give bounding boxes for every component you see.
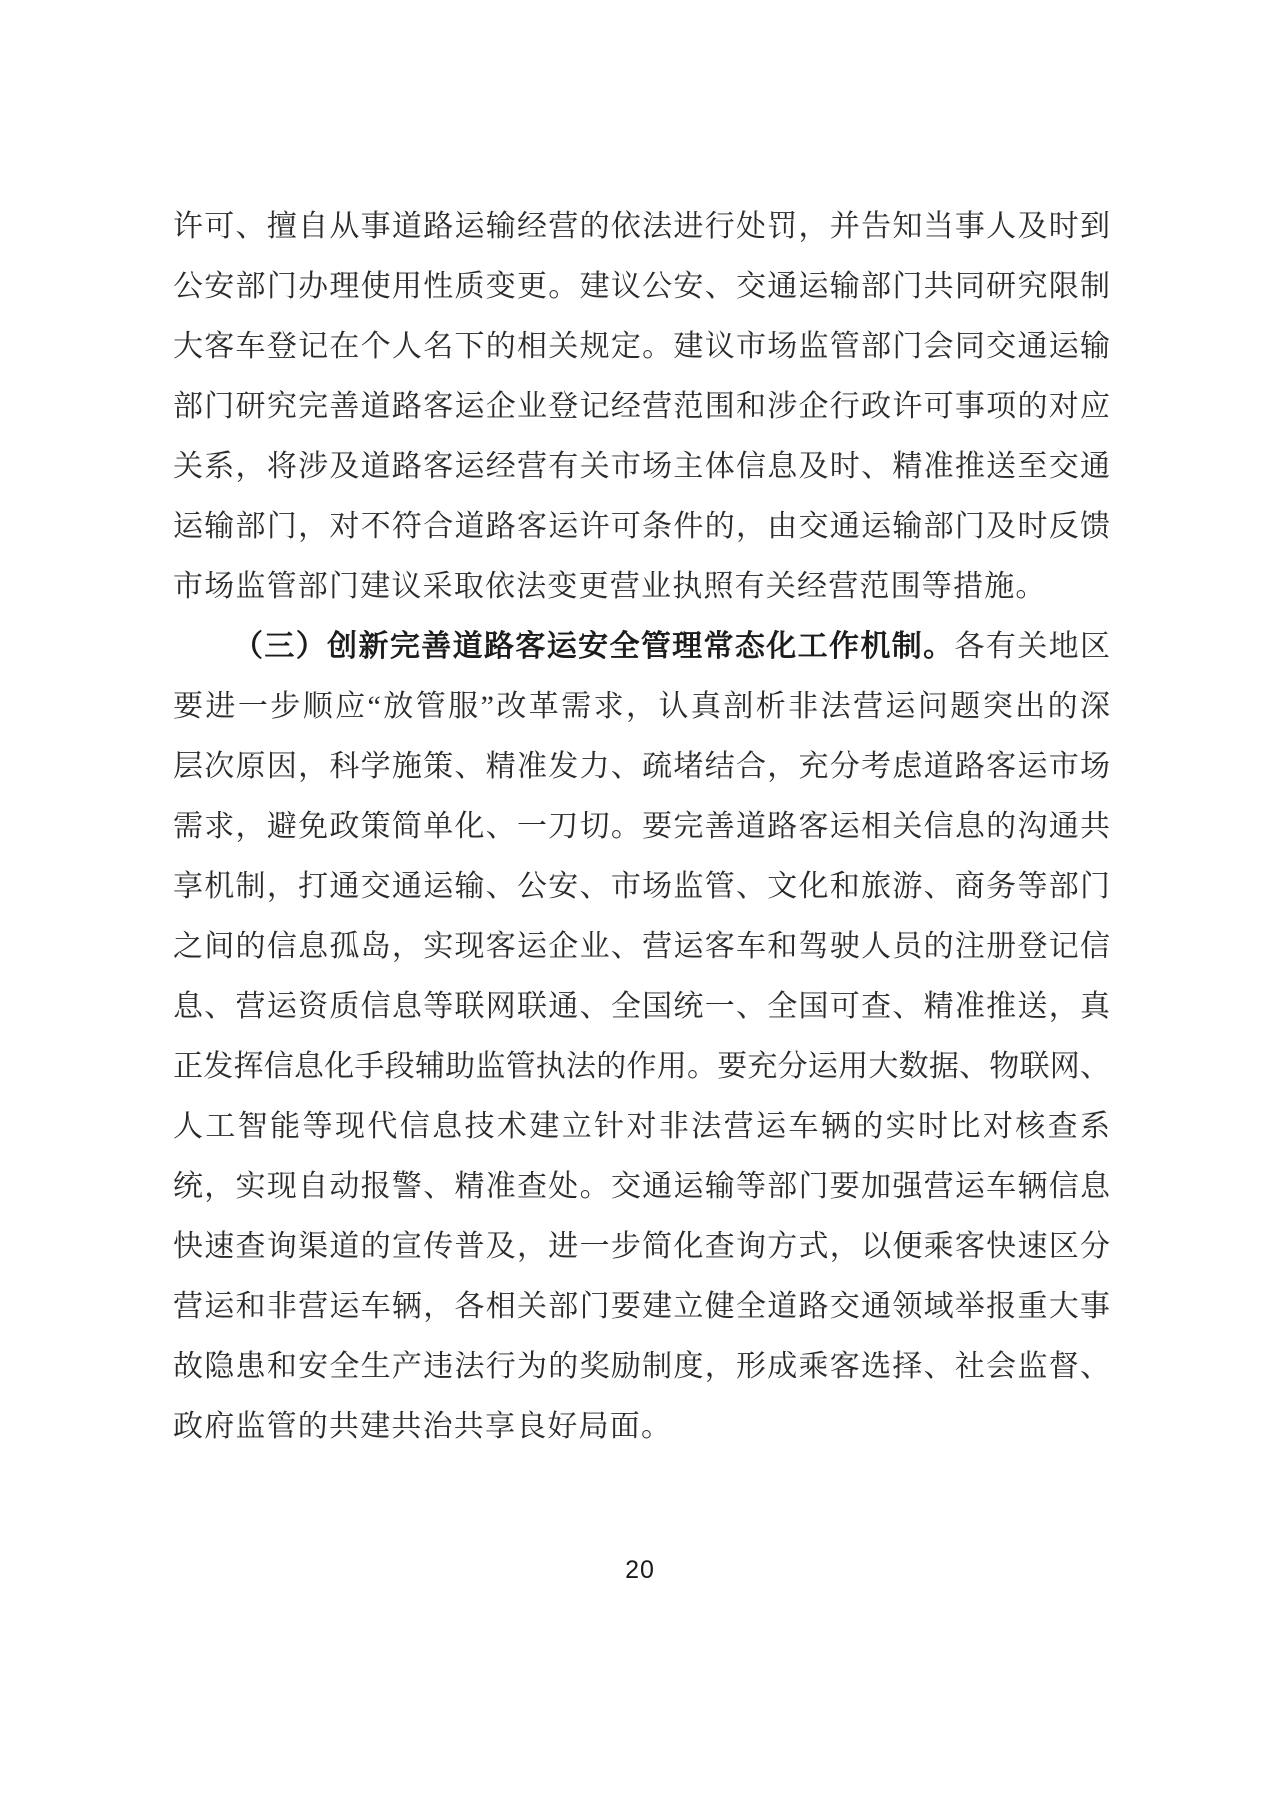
paragraph-section-3 [173, 617, 1110, 1457]
text-line: 要进一步顺应“放管服”改革需求，认真剖析非法营运问题突出的深 [173, 690, 1110, 723]
text-line [173, 617, 1110, 677]
text-line: 统，实现自动报警、精准查处。交通运输等部门要加强营运车辆信息 [173, 1170, 1110, 1203]
text-line: 快速查询渠道的宣传普及，进一步简化查询方式，以便乘客快速区分 [173, 1230, 1110, 1263]
body-text [173, 197, 1110, 1457]
text-line: 享机制，打通交通运输、公安、市场监管、文化和旅游、商务等部门 [173, 870, 1110, 903]
text-line: 关系，将涉及道路客运经营有关市场主体信息及时、精准推送至交通 [173, 450, 1110, 483]
text-line: 政府监管的共建共治共享良好局面。 [173, 1410, 673, 1443]
text-line: 许可、擅自从事道路运输经营的依法进行处罚，并告知当事人及时到 [173, 210, 1110, 243]
text-line: 公安部门办理使用性质变更。建议公安、交通运输部门共同研究限制 [173, 270, 1110, 303]
section-first-line-rest: 各有关地区 [954, 630, 1111, 663]
text-line: 层次原因，科学施策、精准发力、疏堵结合，充分考虑道路客运市场 [173, 750, 1110, 783]
page-number: 20 [625, 1556, 655, 1584]
text-line: 故隐患和安全生产违法行为的奖励制度，形成乘客选择、社会监督、 [173, 1350, 1110, 1383]
text-line: 人工智能等现代信息技术建立针对非法营运车辆的实时比对核查系 [173, 1110, 1110, 1143]
text-line: 大客车登记在个人名下的相关规定。建议市场监管部门会同交通运输 [173, 330, 1110, 363]
text-line: 运输部门，对不符合道路客运许可条件的，由交通运输部门及时反馈 [173, 510, 1110, 543]
text-line: 需求，避免政策简单化、一刀切。要完善道路客运相关信息的沟通共 [173, 810, 1110, 843]
paragraph-continuation [173, 197, 1110, 617]
text-line: 市场监管部门建议采取依法变更营业执照有关经营范围等措施。 [173, 570, 1047, 603]
text-line: 之间的信息孤岛，实现客运企业、营运客车和驾驶人员的注册登记信 [173, 930, 1110, 963]
text-line: 营运和非营运车辆，各相关部门要建立健全道路交通领域举报重大事 [173, 1290, 1110, 1323]
text-line: 正发挥信息化手段辅助监管执法的作用。要充分运用大数据、物联网、 [173, 1050, 1110, 1083]
text-line: 部门研究完善道路客运企业登记经营范围和涉企行政许可事项的对应 [173, 390, 1110, 423]
text-line: 息、营运资质信息等联网联通、全国统一、全国可查、精准推送，真 [173, 990, 1110, 1023]
section-heading: （三）创新完善道路客运安全管理常态化工作机制。 [233, 630, 955, 663]
